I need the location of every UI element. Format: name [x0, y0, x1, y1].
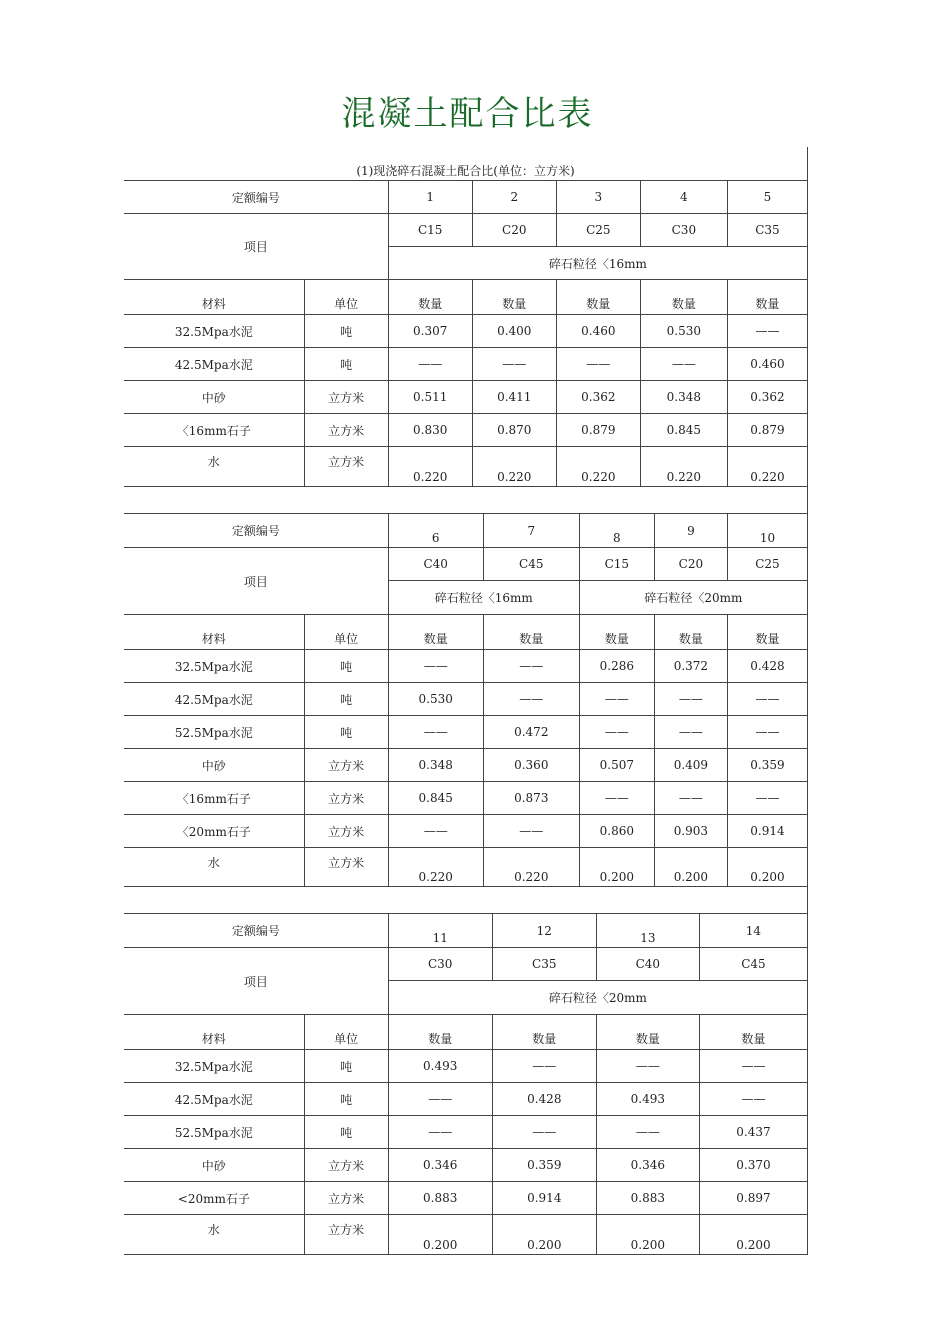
quantity-header: 数量	[472, 280, 556, 315]
grade-cell: C20	[654, 548, 727, 581]
aggregate-size-cell: 碎石粒径〈20mm	[579, 581, 807, 615]
quantity-header: 数量	[727, 615, 807, 650]
quantity-value: 0.493	[388, 1050, 492, 1083]
quantity-value: ——	[596, 1116, 699, 1149]
column-header-row	[124, 615, 808, 650]
quantity-header: 数量	[654, 615, 727, 650]
quota-number-cell: 6	[388, 514, 483, 548]
quantity-value: 0.845	[388, 782, 483, 815]
quantity-value: ——	[492, 1116, 596, 1149]
grade-cell: C15	[579, 548, 654, 581]
quantity-header: 数量	[727, 280, 807, 315]
quota-number-cell: 9	[654, 514, 727, 548]
table-row	[124, 348, 808, 381]
quantity-value: ——	[388, 1116, 492, 1149]
material-unit: 立方米	[304, 782, 388, 815]
quantity-value: 0.362	[556, 381, 640, 414]
table-row	[124, 1083, 808, 1116]
quantity-value: 0.200	[492, 1215, 596, 1255]
quantity-value: ——	[596, 1050, 699, 1083]
quantity-value: ——	[727, 315, 807, 348]
material-unit: 吨	[304, 315, 388, 348]
quota-number-row	[124, 514, 808, 548]
grade-cell: C30	[640, 214, 727, 247]
quantity-value: ——	[727, 782, 807, 815]
grade-cell: C25	[556, 214, 640, 247]
quantity-value: ——	[483, 683, 579, 716]
quantity-header: 数量	[699, 1015, 807, 1050]
quota-number-label: 定额编号	[124, 181, 388, 214]
quantity-value: 0.472	[483, 716, 579, 749]
quantity-value: 0.530	[640, 315, 727, 348]
quantity-value: 0.879	[556, 414, 640, 447]
quantity-value: ——	[388, 815, 483, 848]
material-name: 〈16mm石子	[124, 414, 304, 447]
quantity-value: 0.897	[699, 1182, 807, 1215]
material-unit: 吨	[304, 1116, 388, 1149]
aggregate-size-cell: 碎石粒径〈16mm	[388, 581, 579, 615]
quantity-value: ——	[388, 716, 483, 749]
table-gap	[124, 887, 808, 914]
quota-number-cell: 13	[596, 914, 699, 948]
quantity-header: 数量	[388, 1015, 492, 1050]
quantity-value: 0.400	[472, 315, 556, 348]
material-unit: 吨	[304, 716, 388, 749]
unit-header: 单位	[304, 280, 388, 315]
quantity-value: 0.200	[654, 848, 727, 887]
table-row	[124, 1116, 808, 1149]
grade-cell: C40	[596, 948, 699, 981]
quantity-value: 0.220	[483, 848, 579, 887]
quantity-value: ——	[483, 650, 579, 683]
mix-ratio-sheet	[124, 147, 808, 1255]
material-name: 〈16mm石子	[124, 782, 304, 815]
quota-number-cell: 8	[579, 514, 654, 548]
aggregate-size-cell: 碎石粒径〈16mm	[388, 247, 807, 280]
table-row	[124, 848, 808, 887]
grade-cell: C15	[388, 214, 472, 247]
grade-cell: C45	[483, 548, 579, 581]
grade-cell: C25	[727, 548, 807, 581]
material-name: 32.5Mpa水泥	[124, 1050, 304, 1083]
quantity-value: 0.914	[727, 815, 807, 848]
grade-cell: C45	[699, 948, 807, 981]
material-name: 中砂	[124, 381, 304, 414]
item-label: 项目	[124, 214, 388, 280]
quantity-header: 数量	[483, 615, 579, 650]
material-unit: 立方米	[304, 848, 388, 887]
grade-row	[124, 548, 808, 581]
material-name: 水	[124, 447, 304, 487]
quota-number-cell: 2	[472, 181, 556, 214]
material-name: 52.5Mpa水泥	[124, 716, 304, 749]
table-row	[124, 1050, 808, 1083]
quantity-value: 0.460	[556, 315, 640, 348]
material-header: 材料	[124, 615, 304, 650]
table-row	[124, 650, 808, 683]
material-unit: 立方米	[304, 1215, 388, 1255]
table-row	[124, 447, 808, 487]
quantity-value: 0.409	[654, 749, 727, 782]
quota-number-row	[124, 914, 808, 948]
quantity-value: ——	[579, 683, 654, 716]
material-unit: 吨	[304, 1050, 388, 1083]
material-unit: 立方米	[304, 414, 388, 447]
material-unit: 立方米	[304, 1182, 388, 1215]
document-title: 混凝土配合比表	[341, 94, 594, 134]
quantity-header: 数量	[596, 1015, 699, 1050]
material-name: 42.5Mpa水泥	[124, 348, 304, 381]
quantity-value: 0.307	[388, 315, 472, 348]
grade-cell: C35	[727, 214, 807, 247]
quantity-value: ——	[640, 348, 727, 381]
quantity-value: 0.360	[483, 749, 579, 782]
quantity-value: 0.883	[596, 1182, 699, 1215]
quantity-value: 0.359	[492, 1149, 596, 1182]
quantity-value: 0.200	[579, 848, 654, 887]
material-name: 52.5Mpa水泥	[124, 1116, 304, 1149]
quantity-value: 0.346	[596, 1149, 699, 1182]
quantity-value: 0.220	[388, 848, 483, 887]
table-row	[124, 381, 808, 414]
quantity-header: 数量	[640, 280, 727, 315]
quota-number-cell: 14	[699, 914, 807, 948]
quantity-value: ——	[699, 1083, 807, 1116]
material-unit: 吨	[304, 1083, 388, 1116]
quantity-value: ——	[727, 683, 807, 716]
quantity-value: 0.507	[579, 749, 654, 782]
quantity-value: ——	[556, 348, 640, 381]
quantity-value: 0.220	[727, 447, 807, 487]
quantity-header: 数量	[556, 280, 640, 315]
material-unit: 立方米	[304, 447, 388, 487]
table-row	[124, 716, 808, 749]
material-name: 中砂	[124, 749, 304, 782]
quantity-value: 0.428	[492, 1083, 596, 1116]
material-unit: 立方米	[304, 749, 388, 782]
quantity-value: ——	[472, 348, 556, 381]
quantity-value: 0.220	[640, 447, 727, 487]
quantity-value: 0.511	[388, 381, 472, 414]
quantity-value: ——	[699, 1050, 807, 1083]
unit-header: 单位	[304, 615, 388, 650]
grade-cell: C20	[472, 214, 556, 247]
quantity-value: 0.200	[699, 1215, 807, 1255]
quota-number-row	[124, 181, 808, 214]
quantity-value: 0.220	[472, 447, 556, 487]
quantity-header: 数量	[388, 280, 472, 315]
quantity-value: 0.530	[388, 683, 483, 716]
material-name: 〈20mm石子	[124, 815, 304, 848]
quota-number-cell: 7	[483, 514, 579, 548]
quantity-value: 0.220	[388, 447, 472, 487]
quantity-value: 0.346	[388, 1149, 492, 1182]
column-header-row	[124, 1015, 808, 1050]
quantity-value: 0.883	[388, 1182, 492, 1215]
table-row	[124, 1149, 808, 1182]
material-name: 32.5Mpa水泥	[124, 315, 304, 348]
quantity-value: 0.362	[727, 381, 807, 414]
quantity-value: 0.830	[388, 414, 472, 447]
quantity-value: ——	[579, 716, 654, 749]
quantity-header: 数量	[492, 1015, 596, 1050]
quantity-value: 0.845	[640, 414, 727, 447]
material-name: 水	[124, 848, 304, 887]
material-header: 材料	[124, 280, 304, 315]
quantity-value: 0.460	[727, 348, 807, 381]
material-name: 42.5Mpa水泥	[124, 1083, 304, 1116]
material-name: 水	[124, 1215, 304, 1255]
quantity-value: 0.870	[472, 414, 556, 447]
quota-number-cell: 5	[727, 181, 807, 214]
column-header-row	[124, 280, 808, 315]
material-unit: 立方米	[304, 381, 388, 414]
quota-number-cell: 11	[388, 914, 492, 948]
quantity-value: ——	[388, 348, 472, 381]
tables-container	[124, 181, 808, 1255]
material-header: 材料	[124, 1015, 304, 1050]
quantity-value: 0.903	[654, 815, 727, 848]
quantity-value: ——	[654, 683, 727, 716]
mix-table-2	[124, 514, 808, 887]
quota-number-cell: 4	[640, 181, 727, 214]
quantity-value: ——	[483, 815, 579, 848]
table-row	[124, 782, 808, 815]
quantity-value: 0.428	[727, 650, 807, 683]
item-label: 项目	[124, 548, 388, 615]
quantity-value: 0.914	[492, 1182, 596, 1215]
quota-number-cell: 10	[727, 514, 807, 548]
quota-number-cell: 12	[492, 914, 596, 948]
table-row	[124, 683, 808, 716]
material-unit: 吨	[304, 348, 388, 381]
mix-table-3	[124, 914, 808, 1255]
quantity-value: 0.860	[579, 815, 654, 848]
quantity-value: ——	[579, 782, 654, 815]
quantity-value: 0.493	[596, 1083, 699, 1116]
table-row	[124, 1182, 808, 1215]
quantity-value: 0.348	[388, 749, 483, 782]
quantity-value: 0.370	[699, 1149, 807, 1182]
table-row	[124, 815, 808, 848]
aggregate-size-cell: 碎石粒径〈20mm	[388, 981, 807, 1015]
unit-header: 单位	[304, 1015, 388, 1050]
section-title: (1)现浇碎石混凝土配合比(单位：立方米)	[124, 147, 808, 181]
quota-number-label: 定额编号	[124, 514, 388, 548]
quota-number-cell: 1	[388, 181, 472, 214]
table-row	[124, 749, 808, 782]
quantity-value: 0.879	[727, 414, 807, 447]
mix-table-1	[124, 181, 808, 487]
quantity-value: 0.348	[640, 381, 727, 414]
quantity-value: 0.372	[654, 650, 727, 683]
grade-row	[124, 214, 808, 247]
quantity-header: 数量	[388, 615, 483, 650]
material-name: 中砂	[124, 1149, 304, 1182]
quantity-value: 0.411	[472, 381, 556, 414]
quantity-value: ——	[388, 650, 483, 683]
quantity-value: ——	[388, 1083, 492, 1116]
quantity-value: 0.200	[388, 1215, 492, 1255]
quantity-value: ——	[654, 782, 727, 815]
quantity-value: ——	[492, 1050, 596, 1083]
material-name: 32.5Mpa水泥	[124, 650, 304, 683]
quota-number-label: 定额编号	[124, 914, 388, 948]
table-gap	[124, 487, 808, 514]
quantity-value: 0.873	[483, 782, 579, 815]
table-row	[124, 1215, 808, 1255]
quantity-value: ——	[654, 716, 727, 749]
quantity-value: 0.200	[596, 1215, 699, 1255]
quota-number-cell: 3	[556, 181, 640, 214]
quantity-value: 0.437	[699, 1116, 807, 1149]
grade-cell: C30	[388, 948, 492, 981]
quantity-value: 0.200	[727, 848, 807, 887]
grade-cell: C40	[388, 548, 483, 581]
quantity-value: 0.286	[579, 650, 654, 683]
quantity-value: ——	[727, 716, 807, 749]
material-name: <20mm石子	[124, 1182, 304, 1215]
quantity-header: 数量	[579, 615, 654, 650]
material-unit: 立方米	[304, 815, 388, 848]
material-unit: 吨	[304, 683, 388, 716]
item-label: 项目	[124, 948, 388, 1015]
material-unit: 吨	[304, 650, 388, 683]
material-unit: 立方米	[304, 1149, 388, 1182]
grade-row	[124, 948, 808, 981]
table-row	[124, 315, 808, 348]
grade-cell: C35	[492, 948, 596, 981]
quantity-value: 0.220	[556, 447, 640, 487]
material-name: 42.5Mpa水泥	[124, 683, 304, 716]
quantity-value: 0.359	[727, 749, 807, 782]
table-row	[124, 414, 808, 447]
